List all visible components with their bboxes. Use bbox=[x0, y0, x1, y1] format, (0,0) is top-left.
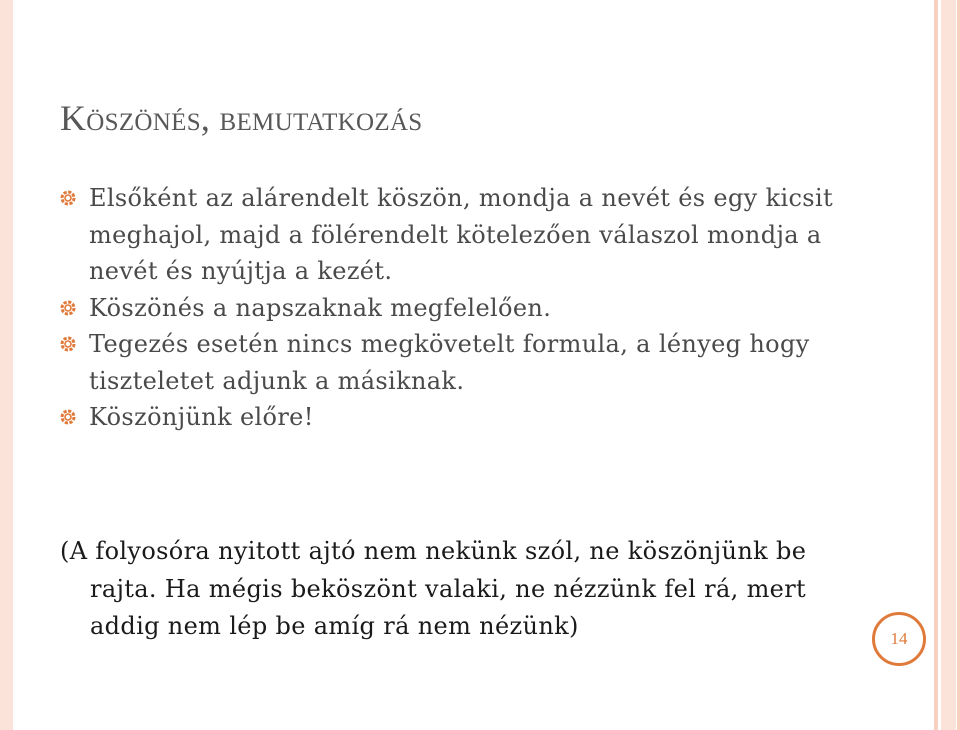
gear-bullet-icon bbox=[60, 409, 76, 425]
gear-bullet-icon bbox=[60, 336, 76, 352]
page-number-badge bbox=[872, 612, 926, 666]
bullet-text: Köszönés a napszaknak megfelelően. bbox=[89, 293, 552, 322]
gear-bullet-icon bbox=[60, 300, 76, 316]
bullet-list bbox=[60, 180, 860, 436]
bullet-text: Tegezés esetén nincs megkövetelt formula, a lényeg hogy tiszteletet adjunk a másiknak. bbox=[89, 330, 810, 395]
gear-bullet-icon bbox=[60, 190, 76, 206]
bullet-text: Elsőként az alárendelt köszön, mondja a nevét és egy kicsit meghajol, majd a fölérendelt kötelezően válaszol mondja a nevét és nyújtja a kezét. bbox=[89, 184, 833, 285]
bullet-item bbox=[60, 180, 860, 290]
slide-title: Köszönés, bemutatkozás bbox=[60, 98, 423, 138]
right-border-band bbox=[941, 0, 956, 730]
bullet-item bbox=[60, 399, 860, 436]
left-border-decoration bbox=[0, 0, 13, 730]
note-paragraph: (A folyosóra nyitott ajtó nem nekünk szól, ne köszönjünk be rajta. Ha mégis beköszönt valaki, ne nézzünk fel rá, mert addig nem lép be amíg rá nem nézünk) bbox=[60, 537, 807, 640]
page-number: 14 bbox=[890, 629, 908, 648]
bullet-item bbox=[60, 326, 860, 399]
right-border-stripe bbox=[934, 0, 938, 730]
bullet-text: Köszönjünk előre! bbox=[89, 403, 314, 431]
bullet-item bbox=[60, 290, 860, 327]
